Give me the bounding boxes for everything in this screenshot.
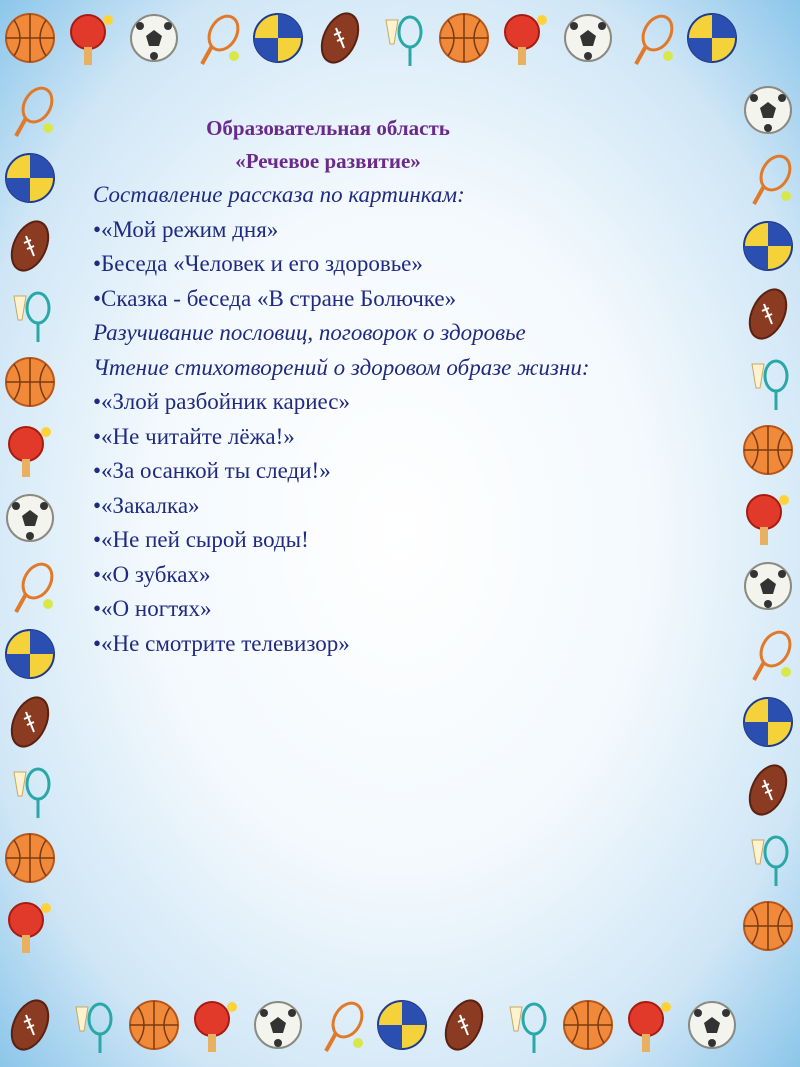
list-item: •«Не пей сырой воды! (93, 527, 309, 552)
tennis-racket-icon (202, 11, 244, 64)
section-line: Разучивание пословиц, поговорок о здоровье (93, 320, 526, 345)
list-item: •«Злой разбойник кариес» (93, 389, 350, 414)
volleyball-icon (6, 154, 54, 202)
rugby-ball-icon (743, 284, 794, 345)
rugby-ball-icon (5, 692, 56, 753)
ping-pong-paddle-icon (747, 495, 789, 545)
list-item: •«Закалка» (93, 492, 200, 518)
volleyball-icon (744, 222, 792, 270)
ping-pong-paddle-icon (71, 15, 113, 65)
ping-pong-paddle-icon (195, 1002, 237, 1052)
basketball-icon (744, 426, 792, 474)
soccer-ball-icon (565, 15, 611, 61)
list-item: •Беседа «Человек и его здоровье» (93, 251, 423, 276)
basketball-icon (564, 1001, 612, 1049)
rugby-ball-icon (5, 995, 56, 1056)
badminton-icon (510, 1004, 545, 1053)
rugby-ball-icon (439, 995, 490, 1056)
tennis-racket-icon (16, 83, 58, 136)
badminton-icon (76, 1004, 111, 1053)
list-item: •«Мой режим дня» (93, 216, 279, 242)
volleyball-icon (744, 698, 792, 746)
badminton-icon (386, 17, 421, 66)
volleyball-icon (254, 14, 302, 62)
soccer-ball-icon (689, 1002, 735, 1048)
list-item: •«О ногтях» (93, 596, 212, 621)
ping-pong-paddle-icon (9, 427, 51, 477)
basketball-icon (130, 1001, 178, 1049)
badminton-icon (752, 361, 787, 410)
soccer-ball-icon (7, 495, 53, 541)
ping-pong-paddle-icon (629, 1002, 671, 1052)
tennis-racket-icon (754, 627, 796, 680)
list-item: •«О зубках» (93, 561, 211, 587)
ping-pong-paddle-icon (9, 903, 51, 953)
text-lines (93, 178, 743, 661)
list-item: •«Не смотрите телевизор» (93, 630, 350, 656)
list-item: •Сказка - беседа «В стране Болючке» (93, 285, 457, 311)
tennis-racket-icon (326, 998, 368, 1051)
ping-pong-paddle-icon (505, 15, 547, 65)
tennis-racket-icon (754, 151, 796, 204)
section-line: Чтение стихотворений о здоровом образе жизни: (93, 354, 590, 380)
document-content (93, 112, 743, 661)
tennis-racket-icon (16, 559, 58, 612)
volleyball-icon (378, 1001, 426, 1049)
badminton-icon (752, 837, 787, 886)
tennis-racket-icon (636, 11, 678, 64)
heading-line-2: «Речевое развитие» (235, 149, 421, 173)
soccer-ball-icon (745, 563, 791, 609)
list-item: •«Не читайте лёжа!» (93, 423, 295, 449)
rugby-ball-icon (743, 760, 794, 821)
volleyball-icon (688, 14, 736, 62)
basketball-icon (6, 358, 54, 406)
badminton-icon (14, 769, 49, 818)
heading-line-1: Образовательная область (206, 116, 450, 140)
badminton-icon (14, 293, 49, 342)
basketball-icon (6, 834, 54, 882)
basketball-icon (6, 14, 54, 62)
soccer-ball-icon (255, 1002, 301, 1048)
soccer-ball-icon (745, 87, 791, 133)
soccer-ball-icon (131, 15, 177, 61)
volleyball-icon (6, 630, 54, 678)
section-line: Составление рассказа по картинкам: (93, 182, 465, 207)
rugby-ball-icon (315, 8, 366, 69)
basketball-icon (744, 902, 792, 950)
rugby-ball-icon (5, 216, 56, 277)
basketball-icon (440, 14, 488, 62)
list-item: •«За осанкой ты следи!» (93, 458, 331, 483)
